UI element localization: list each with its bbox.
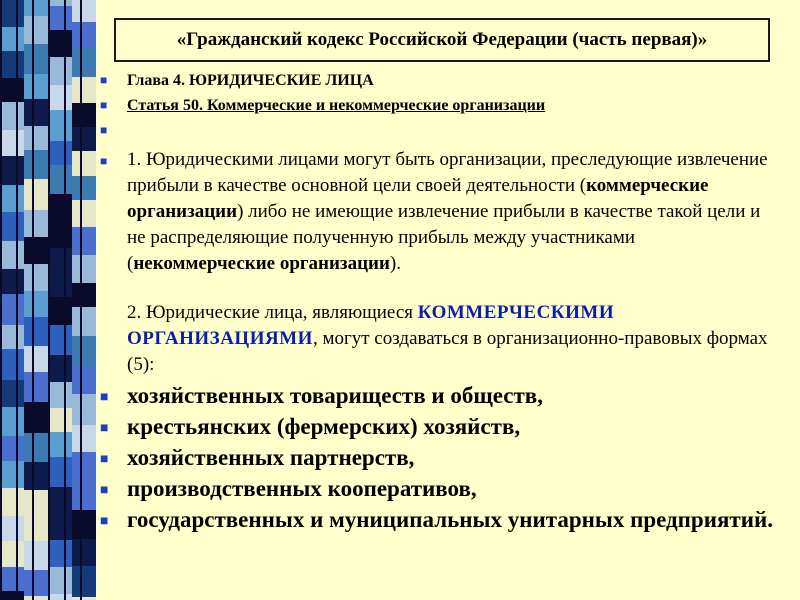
- form-label: государственных и муниципальных унитарных предприятий.: [127, 507, 773, 532]
- mosaic-tile: [0, 380, 24, 407]
- mosaic-divider: [48, 0, 50, 600]
- bullet-icon: ■: [100, 514, 109, 529]
- mosaic-tile: [0, 156, 24, 185]
- mosaic-tile: [24, 317, 48, 346]
- mosaic-tile: [24, 264, 48, 291]
- mosaic-tile: [24, 490, 48, 516]
- mosaic-tile: [24, 74, 48, 99]
- bullet-icon: ■: [100, 483, 109, 498]
- mosaic-tile: [0, 130, 24, 156]
- mosaic-tile: [0, 78, 24, 102]
- article-heading: Статья 50. Коммерческие и некоммерческие организации: [127, 97, 546, 114]
- mosaic-tile: [0, 488, 24, 516]
- mosaic-tile: [24, 433, 48, 462]
- point-2-paragraph: [100, 300, 780, 378]
- mosaic-tile: [48, 325, 72, 355]
- mosaic-tile: [48, 141, 72, 165]
- mosaic-tile: [0, 325, 24, 349]
- mosaic-tile: [72, 367, 96, 394]
- mosaic-tile: [72, 151, 96, 176]
- mosaic-tile: [48, 30, 72, 57]
- mosaic-tile: [0, 241, 24, 269]
- bullet-icon: ■: [100, 452, 109, 467]
- mosaic-tile: [72, 77, 96, 103]
- point-2-text-b: , могут создаваться в организационно-правовых формах (5):: [127, 328, 768, 375]
- mosaic-tile: [48, 0, 72, 6]
- mosaic-tile: [48, 223, 72, 248]
- mosaic-tile: [72, 307, 96, 336]
- mosaic-tile: [48, 6, 72, 30]
- mosaic-tile: [72, 176, 96, 200]
- mosaic-tile: [24, 126, 48, 150]
- mosaic-tile: [72, 127, 96, 151]
- mosaic-tile: [72, 255, 96, 283]
- mosaic-tile: [0, 269, 24, 294]
- mosaic-tile: [0, 591, 24, 600]
- mosaic-tile: [48, 57, 72, 85]
- mosaic-tile: [48, 382, 72, 408]
- mosaic-tile: [72, 227, 96, 255]
- mosaic-tile: [24, 596, 48, 600]
- mosaic-tile: [24, 291, 48, 317]
- mosaic-tile: [24, 372, 48, 402]
- mosaic-tile: [48, 512, 72, 540]
- article-item: [100, 93, 780, 118]
- mosaic-tile: [48, 85, 72, 110]
- mosaic-tile: [48, 110, 72, 141]
- mosaic-tile: [72, 539, 96, 566]
- bullet-icon: ■: [100, 390, 109, 405]
- mosaic-divider: [64, 0, 66, 600]
- decorative-mosaic-border: [0, 0, 96, 600]
- mosaic-tile: [24, 99, 48, 126]
- mosaic-tile: [48, 194, 72, 223]
- mosaic-tile: [0, 102, 24, 130]
- mosaic-tile: [0, 212, 24, 241]
- chapter-heading: Глава 4. ЮРИДИЧЕСКИЕ ЛИЦА: [127, 72, 374, 89]
- mosaic-tile: [72, 482, 96, 510]
- point-1-paragraph: [100, 147, 780, 277]
- slide-title: «Гражданский кодекс Российской Федерации (часть первая)»: [114, 18, 770, 62]
- mosaic-tile: [24, 0, 48, 16]
- list-item: [100, 473, 780, 504]
- mosaic-divider: [16, 0, 18, 600]
- mosaic-tile: [0, 0, 24, 27]
- mosaic-tile: [0, 27, 24, 51]
- mosaic-tile: [72, 336, 96, 367]
- form-label: производственных кооперативов,: [127, 476, 477, 501]
- mosaic-tile: [72, 510, 96, 539]
- mosaic-tile: [0, 516, 24, 541]
- mosaic-tile: [72, 425, 96, 452]
- mosaic-tile: [24, 237, 48, 264]
- form-label: крестьянских (фермерских) хозяйств,: [127, 414, 521, 439]
- mosaic-divider: [80, 0, 82, 600]
- mosaic-tile: [0, 51, 24, 78]
- slide-content: [100, 66, 780, 535]
- commercial-organizations-highlight: КОММЕРЧЕСКИМИ ОРГАНИЗАЦИЯМИ: [127, 302, 615, 349]
- point-1-text-b: ) либо не имеющие извлечение прибыли в качестве такой цели и не распределяющие полученную прибыль между участниками (: [127, 201, 761, 274]
- mosaic-tile: [24, 150, 48, 179]
- mosaic-tile: [48, 408, 72, 432]
- mosaic-tile: [72, 283, 96, 307]
- mosaic-tile: [48, 594, 72, 600]
- commercial-organizations-term: коммерческие организации: [127, 175, 709, 222]
- mosaic-tile: [72, 22, 96, 48]
- mosaic-tile: [24, 210, 48, 237]
- form-label: хозяйственных партнерств,: [127, 445, 415, 470]
- mosaic-tile: [48, 165, 72, 194]
- point-2-text-a: 2. Юридические лица, являющиеся: [127, 302, 418, 323]
- mosaic-divider: [0, 0, 2, 600]
- mosaic-tile: [72, 103, 96, 127]
- chapter-item: [100, 68, 780, 93]
- mosaic-tile: [48, 297, 72, 325]
- list-item: [100, 411, 780, 442]
- mosaic-tile: [0, 407, 24, 436]
- bullet-icon: ■: [100, 154, 108, 168]
- mosaic-tile: [72, 48, 96, 77]
- mosaic-tile: [24, 516, 48, 541]
- mosaic-tile: [48, 457, 72, 487]
- mosaic-tile: [24, 44, 48, 74]
- mosaic-tile: [24, 402, 48, 433]
- mosaic-tile: [0, 294, 24, 325]
- mosaic-tile: [0, 349, 24, 380]
- mosaic-tile: [48, 487, 72, 512]
- mosaic-tile: [0, 567, 24, 591]
- mosaic-tile: [24, 462, 48, 490]
- list-item: [100, 442, 780, 473]
- mosaic-tile: [24, 570, 48, 596]
- mosaic-tile: [72, 566, 96, 597]
- mosaic-tile: [48, 540, 72, 567]
- mosaic-tile: [72, 394, 96, 425]
- noncommercial-organizations-term: некоммерческие организации: [133, 253, 390, 274]
- mosaic-tile: [24, 179, 48, 210]
- mosaic-tile: [48, 567, 72, 594]
- mosaic-tile: [0, 185, 24, 212]
- list-item: [100, 380, 780, 411]
- mosaic-tile: [72, 200, 96, 227]
- bullet-icon: ■: [100, 123, 108, 137]
- list-item: [100, 504, 780, 535]
- mosaic-tile: [0, 436, 24, 461]
- empty-item: [100, 118, 780, 143]
- form-label: хозяйственных товариществ и обществ,: [127, 383, 543, 408]
- mosaic-tile: [24, 346, 48, 372]
- mosaic-tile: [48, 355, 72, 382]
- mosaic-tile: [0, 461, 24, 488]
- bullet-icon: ■: [100, 73, 108, 87]
- mosaic-tile: [24, 16, 48, 44]
- mosaic-tile: [72, 0, 96, 22]
- bullet-icon: ■: [100, 98, 108, 112]
- mosaic-divider: [32, 0, 34, 600]
- mosaic-tile: [48, 273, 72, 297]
- mosaic-tile: [24, 541, 48, 570]
- bullet-icon: ■: [100, 421, 109, 436]
- mosaic-pattern: [0, 0, 96, 600]
- point-1-text-a: 1. Юридическими лицами могут быть организации, преследующие извлечение прибыли в качестве основной цели своей деятельности (: [127, 149, 768, 196]
- forms-list: [100, 380, 780, 535]
- mosaic-tile: [48, 432, 72, 457]
- mosaic-tile: [0, 541, 24, 567]
- mosaic-tile: [72, 452, 96, 482]
- mosaic-tile: [48, 248, 72, 273]
- point-1-text-c: ).: [389, 253, 401, 274]
